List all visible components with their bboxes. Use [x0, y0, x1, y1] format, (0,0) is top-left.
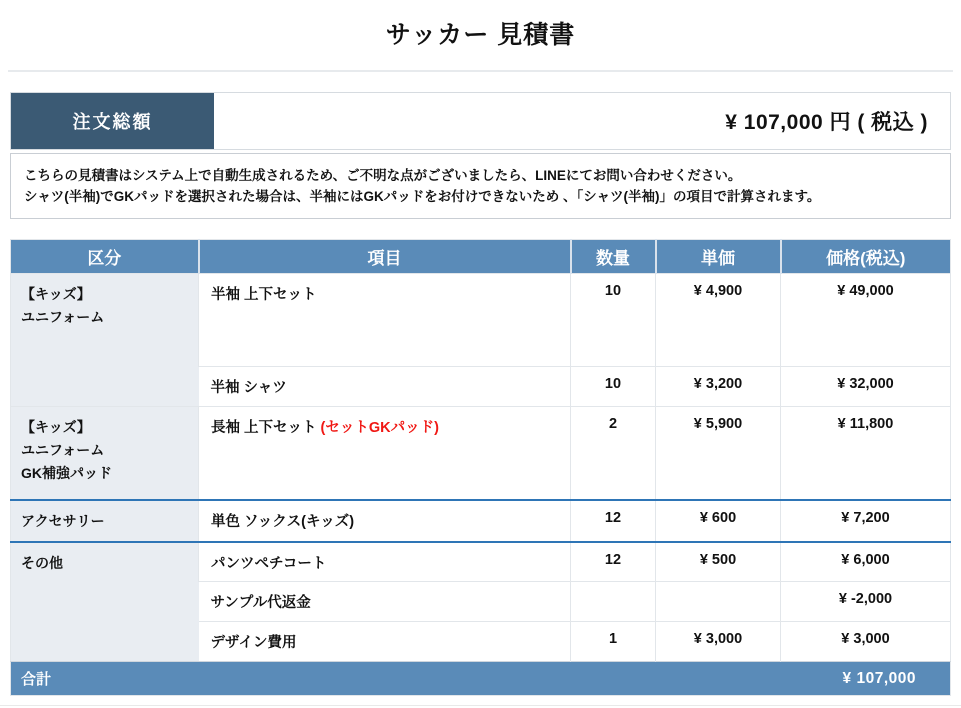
quantity-cell [571, 582, 656, 622]
price-cell: ¥ 32,000 [781, 367, 951, 407]
note-line-1: こちらの見積書はシステム上で自動生成されるため、ご不明な点がございましたら、LINEにてお問い合わせください。 [24, 168, 742, 183]
quantity-cell: 12 [571, 542, 656, 582]
title-divider [8, 70, 953, 72]
table-row [11, 542, 951, 582]
category-cell [11, 500, 199, 542]
estimate-table-body [11, 274, 951, 662]
item-name: 長袖 上下セット [211, 420, 317, 436]
header-category: 区分 [11, 240, 199, 274]
unit-price-cell: ¥ 3,200 [656, 367, 781, 407]
unit-price-cell: ¥ 600 [656, 500, 781, 542]
table-row [11, 407, 951, 500]
price-cell: ¥ 3,000 [781, 622, 951, 662]
item-name: 単色 ソックス(キッズ) [211, 513, 355, 530]
total-amount: ¥ 107,000 [571, 662, 951, 696]
order-total-amount: ¥ 107,000 円 ( 税込 ) [725, 111, 928, 134]
category-line: ユニフォーム [21, 309, 105, 325]
category-line: 【キッズ】 [21, 286, 91, 302]
header-quantity: 数量 [571, 240, 656, 274]
table-header-row [11, 240, 951, 274]
item-name: パンツペチコート [211, 555, 327, 572]
item-cell [199, 622, 571, 662]
order-total-label: 注文総額 [11, 93, 214, 149]
note-box [10, 153, 951, 219]
category-cell [11, 542, 199, 662]
category-line: ユニフォーム [21, 442, 105, 458]
category-cell [11, 407, 199, 500]
price-cell: ¥ 49,000 [781, 274, 951, 367]
header-price: 価格(税込) [781, 240, 951, 274]
item-name: 半袖 上下セット [211, 287, 317, 303]
unit-price-cell [656, 582, 781, 622]
price-cell: ¥ 11,800 [781, 407, 951, 500]
item-cell [199, 582, 571, 622]
unit-price-cell: ¥ 5,900 [656, 407, 781, 500]
item-cell [199, 542, 571, 582]
category-line: その他 [21, 554, 63, 571]
page-title: サッカー 見積書 [385, 21, 576, 49]
category-line: GK補強パッド [21, 465, 112, 481]
order-total-bar [10, 92, 951, 150]
quantity-cell: 10 [571, 274, 656, 367]
table-header [11, 240, 951, 274]
item-cell [199, 500, 571, 542]
item-cell [199, 367, 571, 407]
total-row [11, 662, 951, 696]
price-cell: ¥ 7,200 [781, 500, 951, 542]
unit-price-cell: ¥ 4,900 [656, 274, 781, 367]
quantity-cell: 12 [571, 500, 656, 542]
item-cell [199, 274, 571, 367]
note-line-2: シャツ(半袖)でGKパッドを選択された場合は、半袖にはGKパッドをお付けできないため 、「シャツ(半袖)」の項目で計算されます。 [24, 189, 821, 204]
quantity-cell: 2 [571, 407, 656, 500]
unit-price-cell: ¥ 3,000 [656, 622, 781, 662]
total-label: 合計 [11, 662, 571, 696]
category-line: アクセサリー [21, 512, 105, 529]
category-cell [11, 274, 199, 407]
item-name: 半袖 シャツ [210, 380, 287, 396]
quantity-cell: 1 [571, 622, 656, 662]
header-unit-price: 単価 [656, 240, 781, 274]
table-footer [11, 662, 951, 696]
table-row [11, 500, 951, 542]
quantity-cell: 10 [571, 367, 656, 407]
item-name: サンプル代返金 [210, 595, 311, 611]
item-note-red: (セットGKパッド) [316, 420, 439, 436]
bottom-divider [0, 705, 961, 706]
category-line: 【キッズ】 [21, 419, 91, 435]
item-name: デザイン費用 [210, 635, 297, 651]
table-row [11, 274, 951, 367]
price-cell: ¥ -2,000 [781, 582, 951, 622]
header-item: 項目 [199, 240, 571, 274]
item-cell [199, 407, 571, 500]
price-cell: ¥ 6,000 [781, 542, 951, 582]
unit-price-cell: ¥ 500 [656, 542, 781, 582]
estimate-table [10, 239, 951, 696]
